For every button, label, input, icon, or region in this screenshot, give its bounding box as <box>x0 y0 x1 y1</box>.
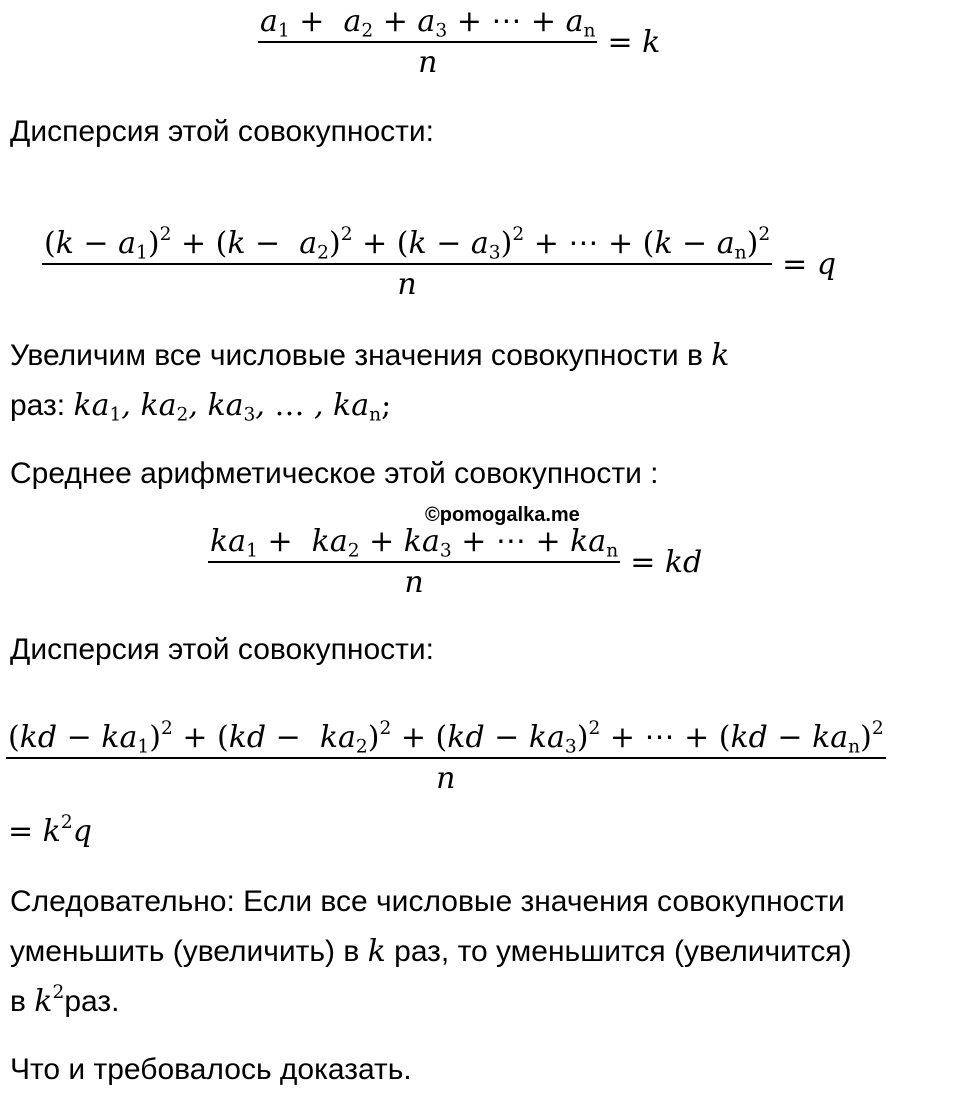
conclusion-line1: Следовательно: Если все числовые значения совокупности <box>10 885 845 918</box>
conclusion-line3-a: в <box>10 985 26 1018</box>
increase-prefix: раз: <box>10 389 66 422</box>
formula-dispersion-scaled <box>6 717 886 796</box>
conclusion-k: k <box>367 934 386 969</box>
formula-mean-scaled-numerator: $ka_1 + ka_2 + ka_3$ + ⋯ + $ka_n$ <box>210 524 619 562</box>
formula-mean-scaled <box>208 524 702 600</box>
increase-sequence: $ka_1$, $ka_2$, $ka_3$, … , $ka_n$; <box>73 388 392 426</box>
formula-mean-rhs: = k <box>607 24 661 60</box>
conclusion-line2-b: раз, то уменьшится (увеличится) <box>394 935 852 968</box>
conclusion-line2 <box>10 934 852 970</box>
conclusion-line3-b: раз. <box>64 985 120 1018</box>
formula-dispersion-scaled-rhs: = $k^2q$ <box>8 811 92 849</box>
watermark: ©pomogalka.me <box>425 504 580 526</box>
dispersion-heading-1: Дисперсия этой совокупности: <box>10 115 434 148</box>
dispersion-heading-2: Дисперсия этой совокупности: <box>10 633 434 666</box>
formula-dispersion-rhs: = q <box>782 246 837 282</box>
formula-mean-numerator: $a_1 + a_2 + a_3$ + ⋯ + $a_n$ <box>260 4 596 42</box>
formula-mean-scaled-denominator: n <box>208 561 620 600</box>
mean-heading: Среднее арифметическое этой совокупности : <box>10 457 659 490</box>
formula-dispersion-denominator: n <box>42 263 772 302</box>
increase-k: k <box>711 338 730 373</box>
conclusion-k-squared: $k^2$ <box>34 981 65 1019</box>
formula-dispersion-scaled-denominator: n <box>6 757 886 796</box>
increase-text-line2 <box>10 388 391 424</box>
formula-dispersion-scaled-numerator: $(kd - ka_1)^2 + (kd - ka_2)^2 + (kd - ka_3)^2$ + ⋯ + $(kd - ka_n)^2$ <box>8 717 884 758</box>
increase-text-line1 <box>10 338 729 374</box>
formula-mean-denominator: n <box>258 41 597 80</box>
formula-dispersion-numerator: $(k - a_1)^2 + (k - a_2)^2 + (k - a_3)^2$ + ⋯ + $(k - a_n)^2$ <box>44 223 771 264</box>
formula-dispersion <box>42 223 837 302</box>
increase-text: Увеличим все числовые значения совокупности в <box>10 339 703 372</box>
conclusion-line2-a: уменьшить (увеличить) в <box>10 935 360 968</box>
final-statement: Что и требовалось доказать. <box>10 1053 412 1086</box>
conclusion-line3 <box>10 981 120 1020</box>
formula-mean-scaled-rhs: = kd <box>630 544 703 580</box>
formula-mean <box>258 4 660 80</box>
